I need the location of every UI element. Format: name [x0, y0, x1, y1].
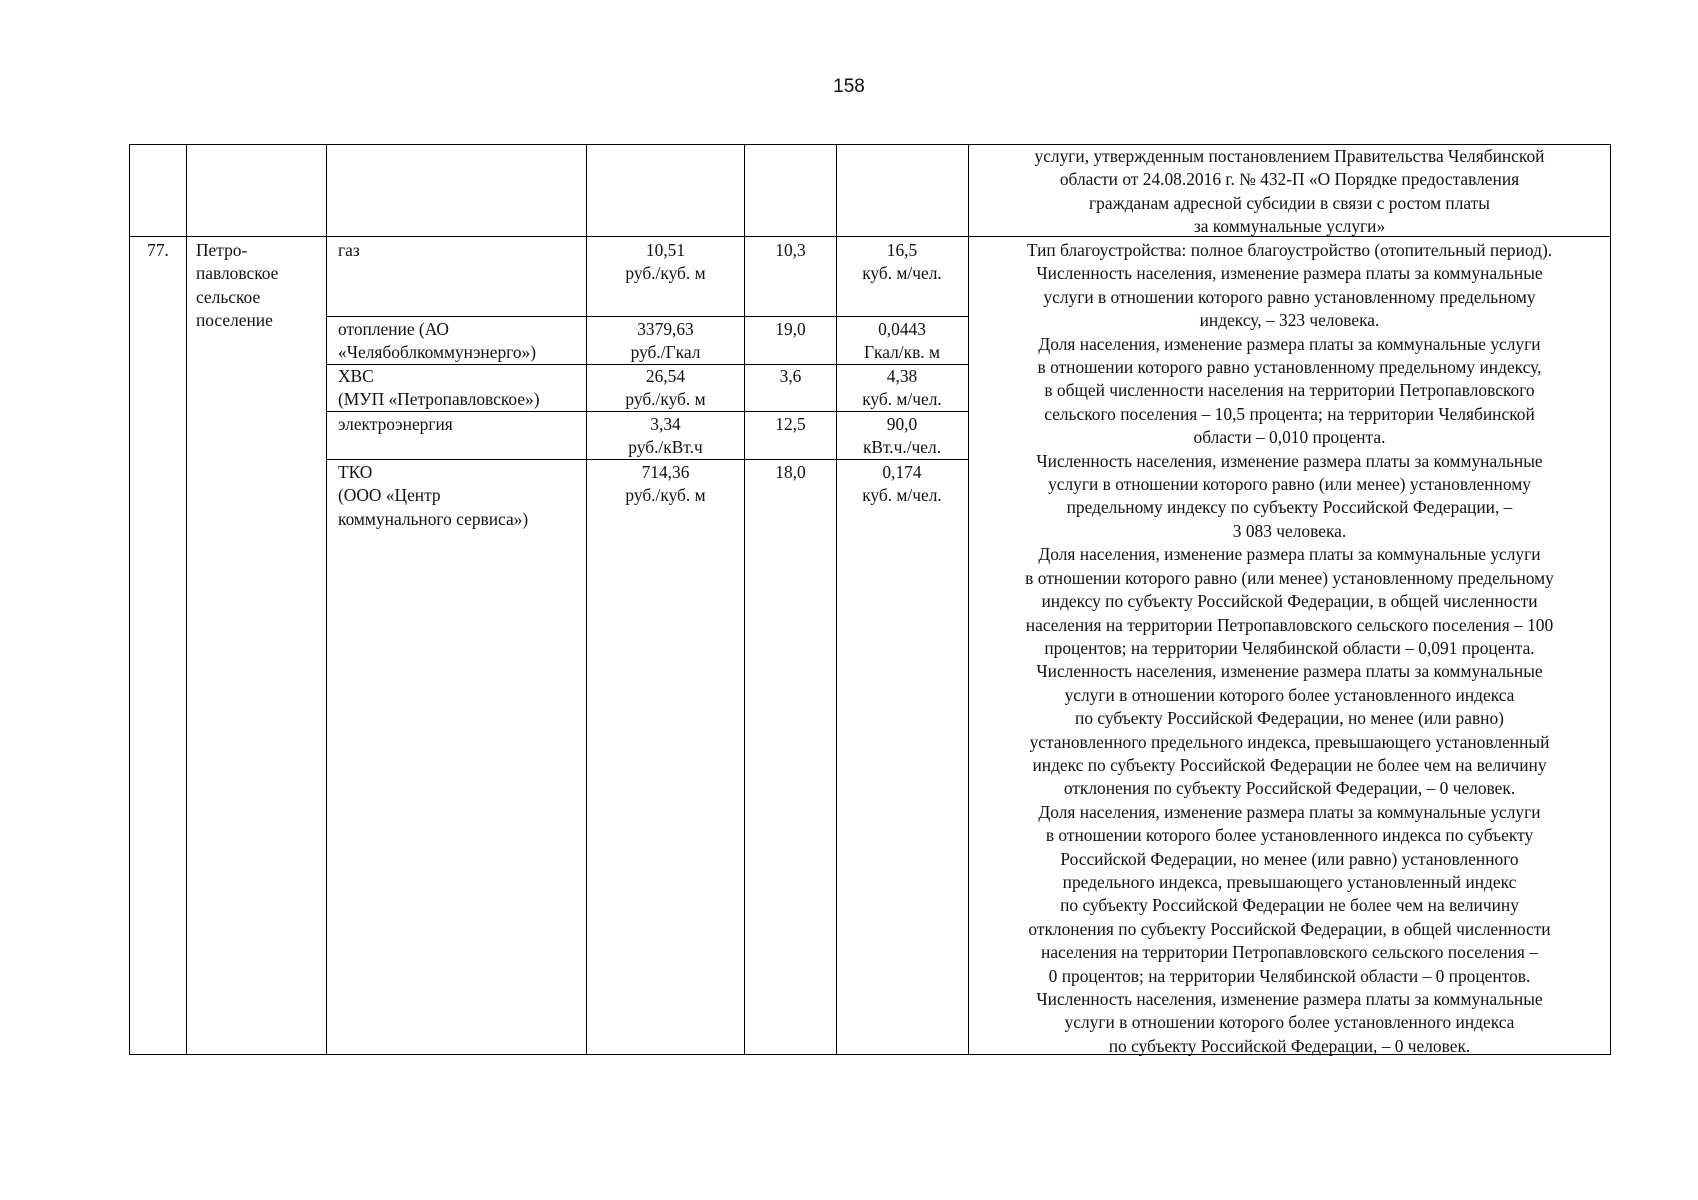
service-tariff: 3,34 руб./кВт.ч [628, 414, 703, 458]
service-volume: 0,174 куб. м/чел. [862, 462, 942, 506]
service-volume: 0,0443 Гкал/кв. м [864, 319, 940, 363]
service-tariff: 714,36 руб./куб. м [625, 462, 706, 506]
service-name: электроэнергия [338, 414, 453, 434]
service-index: 18,0 [775, 462, 806, 482]
col-border [326, 144, 327, 1055]
service-index: 12,5 [775, 414, 806, 434]
col-border [129, 144, 130, 1055]
service-index: 10,3 [775, 240, 806, 260]
service-tariff: 26,54 руб./куб. м [625, 366, 706, 410]
col-border [1610, 144, 1611, 1055]
service-tariff: 10,51 руб./куб. м [625, 240, 706, 284]
service-index: 3,6 [779, 366, 802, 386]
service-volume: 90,0 кВт.ч./чел. [862, 414, 942, 458]
page-number: 158 [833, 76, 865, 97]
service-divider [326, 316, 968, 317]
service-name: ТКО (ООО «Центр коммунального сервиса») [338, 462, 529, 529]
continuation-text: услуги, утвержденным постановлением Правительства Челябинской области от 24.08.2016 г. № 432-П «О Порядке предоставления гражданам адресной субсидии в связи с ростом платы за коммунальные услуги» [1034, 146, 1545, 237]
service-tariff: 3379,63 руб./Гкал [630, 319, 701, 363]
service-volume: 4,38 куб. м/чел. [862, 366, 942, 410]
row-number: 77. [147, 240, 169, 260]
col-border [744, 144, 745, 1055]
description-text: Тип благоустройства: полное благоустройство (отопительный период). Численность населения, изменение размера платы за коммунальные услуги в отношении которого равно установленному предельному индексу, – 323 человека. Доля населения, изменение размера платы за коммунальные услуги в отношении которого равно установленному предельному индексу, в общей численности населения на территории Петропавловского сельского поселения – 10,5 процента; на территории Челябинской области – 0,010 процента. Численность населения, изменение размера платы за коммунальные услуги в отношении которого равно (или менее) установленному предельному индексу по субъекту Российской Федерации, – 3 083 человека. Доля населения, изменение размера платы за коммунальные услуги в отношении которого равно (или менее) установленному предельному индексу по субъекту Российской Федерации, в общей численности населения на территории Петропавловского сельского поселения – 100 процентов; на территории Челябинской области – 0,091 процента. Численность населения, изменение размера платы за коммунальные услуги в отношении которого более установленного индекса по субъекту Российской Федерации, но менее (или равно) установленного предельного индекса, превышающего установленный индекс по субъекту Российской Федерации не более чем на величину отклонения по субъекту Российской Федерации, – 0 человек. Доля населения, изменение размера платы за коммунальные услуги в отношении которого более установленного индекса по субъекту Российской Федерации, но менее (или равно) установленного предельного индекса, превышающего установленный индекс по субъекту Российской Федерации не более чем на величину отклонения по субъекту Российской Федерации, в общей численности населения на территории Петропавловского сельского поселения – 0 процентов; на территории Челябинской области – 0 процентов. Численность населения, изменение размера платы за коммунальные услуги в отношении которого более установленного индекса по субъекту Российской Федерации, – 0 человек. [1025, 240, 1554, 1056]
service-index: 19,0 [775, 319, 806, 339]
service-volume: 16,5 куб. м/чел. [862, 240, 942, 284]
col-border [186, 144, 187, 1055]
service-name: газ [338, 240, 360, 260]
service-name: ХВС (МУП «Петропавловское») [338, 366, 540, 410]
service-name: отопление (АО «Челябоблкоммунэнерго») [338, 319, 537, 363]
settlement-name: Петро- павловское сельское поселение [196, 240, 279, 331]
